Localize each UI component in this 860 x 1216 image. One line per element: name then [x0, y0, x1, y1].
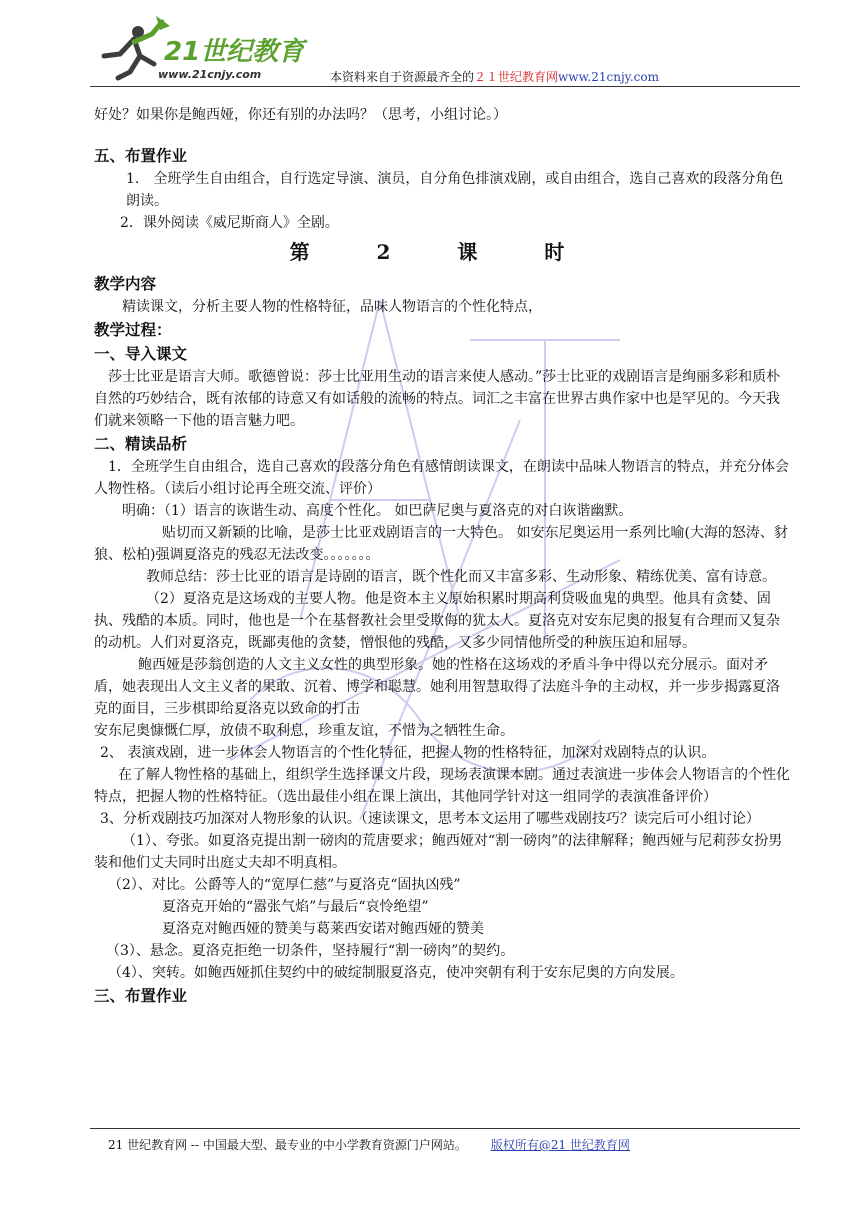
paragraph: 安东尼奥慷慨仁厚，放债不取利息，珍重友谊，不惜为之牺牲生命。 — [94, 723, 514, 739]
paragraph: （1）、夸张。如夏洛克提出割一磅肉的荒唐要求；鲍西娅对“割一磅肉”的法律解释；鲍西娅与尼莉莎女扮男装和他们丈夫同时出庭丈夫却不明真相。 — [94, 833, 783, 871]
paragraph: 贴切而又新颖的比喻，是莎士比亚戏剧语言的一大特色。 如安东尼奥运用一系列比喻(大海的怒涛、豺狼、松柏)强调夏洛克的残忍无法改变。。。。。。。 — [94, 525, 788, 563]
paragraph: 在了解人物性格的基础上，组织学生选择课文片段，现场表演课本剧。通过表演进一步体会人物语言的个性化特点，把握人物的性格特征。（选出最佳小组在课上演出，其他同学针对这一组同学的表演准备评价） — [94, 767, 790, 805]
site-name: ２１世纪教育网 — [474, 70, 559, 84]
paragraph: 鲍西娅是莎翁创造的人文主义女性的典型形象。她的性格在这场戏的矛盾斗争中得以充分展示。面对矛盾，她表现出人文主义者的果敢、沉着、博学和聪慧。她利用智慧取得了法庭斗争的主动权，并一步步揭露夏洛克的面目，三步棋即给夏洛克以致命的打击 — [94, 657, 780, 717]
logo-text: 21世纪教育 — [164, 37, 305, 67]
section-heading: 一、导入课文 — [94, 345, 188, 363]
section-heading: 二、精读品析 — [94, 435, 188, 453]
footer-text: 21 世纪教育网 -- 中国最大型、最专业的中小学教育资源门户网站。 — [108, 1138, 467, 1152]
paragraph: （2）夏洛克是这场戏的主要人物。他是资本主义原始积累时期高利贷吸血鬼的典型。他具有贪婪、固执、残酷的本质。同时，他也是一个在基督教社会里受欺侮的犹太人。夏洛克对安东尼奥的报复有合理而又复杂的动机。人们对夏洛克，既鄙夷他的贪婪，憎恨他的残酷，又多少同情他所受的种族压迫和屈辱。 — [94, 591, 780, 651]
section-heading: 五、布置作业 — [94, 147, 188, 165]
section-heading: 三、布置作业 — [94, 987, 188, 1005]
paragraph: 3、分析戏剧技巧加深对人物形象的认识。（速读课文，思考本文运用了哪些戏剧技巧？读完后可小组讨论） — [100, 811, 760, 827]
document-body — [94, 104, 790, 1008]
paragraph: 精读课文，分析主要人物的性格特征，品味人物语言的个性化特点， — [122, 299, 542, 315]
paragraph: （2）、对比。公爵等人的“宽厚仁慈”与夏洛克“固执凶残” — [108, 877, 461, 893]
paragraph: 教师总结：莎士比亚的语言是诗剧的语言，既个性化而又丰富多彩、生动形象、精练优美、富有诗意。 — [146, 569, 776, 585]
section-heading: 教学过程： — [94, 321, 172, 339]
header-source-line: 本资料来自于资源最齐全的２１世纪教育网www.21cnjy.com — [330, 70, 659, 84]
homework-item: 1. 全班学生自由组合，自行选定导演、演员，自分角色排演戏剧，或自由组合，选自己喜欢的段落分角色朗读。 — [126, 171, 784, 209]
page-footer — [108, 1136, 630, 1153]
logo-url: www.21cnjy.com — [158, 68, 262, 81]
header-divider — [90, 86, 800, 87]
footer-divider — [90, 1128, 800, 1129]
site-logo — [90, 12, 310, 88]
site-url[interactable]: www.21cnjy.com — [558, 70, 659, 84]
paragraph: 夏洛克开始的“嚣张气焰”与最后“哀怜绝望” — [162, 899, 429, 915]
section-heading: 教学内容 — [94, 275, 157, 293]
paragraph: 莎士比亚是语言大师。歌德曾说：莎士比亚用生动的语言来使人感动。”莎士比亚的戏剧语言是绚丽多彩和质朴自然的巧妙结合，既有浓郁的诗意又有如话般的流畅的特点。词汇之丰富在世界古典作家中也是罕见的。今天我们就来领略一下他的语言魅力吧。 — [94, 369, 781, 429]
homework-item: 2．课外阅读《威尼斯商人》全剧。 — [120, 215, 339, 231]
paragraph: 明确：（1）语言的诙谐生动、高度个性化。 如巴萨尼奥与夏洛克的对白诙谐幽默。 — [122, 503, 633, 519]
lesson-title: 第 2 课 时 — [289, 240, 595, 264]
paragraph: 1．全班学生自由组合，选自己喜欢的段落分角色有感情朗读课文，在朗读中品味人物语言的特点，并充分体会人物性格。（读后小组讨论再全班交流、评价） — [94, 459, 789, 497]
paragraph: 夏洛克对鲍西娅的赞美与葛莱西安诺对鲍西娅的赞美 — [162, 921, 484, 937]
paragraph: （3）、悬念。夏洛克拒绝一切条件，坚持履行“割一磅肉”的契约。 — [106, 943, 515, 959]
paragraph: 好处？如果你是鲍西娅，你还有别的办法吗？（思考，小组讨论。） — [94, 107, 507, 123]
paragraph: 2、 表演戏剧，进一步体会人物语言的个性化特征，把握人物的性格特征，加深对戏剧特点的认识。 — [100, 745, 716, 761]
page-header — [90, 12, 800, 88]
paragraph: （4）、突转。如鲍西娅抓住契约中的破绽制服夏洛克，使冲突朝有利于安东尼奥的方向发展。 — [108, 965, 684, 981]
copyright-link[interactable]: 版权所有@21 世纪教育网 — [490, 1138, 630, 1152]
